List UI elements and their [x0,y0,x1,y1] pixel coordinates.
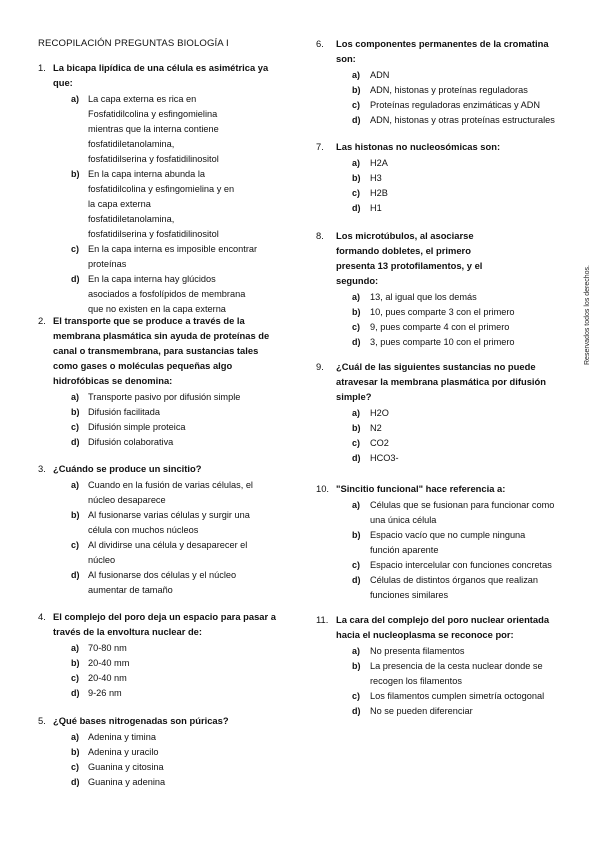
question-text: ¿Cuál de las siguientes sustancias no puede atravesar la membrana plasmática por difusión simple? [336,361,546,402]
question-text: Los componentes permanentes de la cromatina son: [336,38,549,64]
option-letter: b) [352,661,361,671]
question-text: La cara del complejo del poro nuclear orientada hacia el nucleoplasma se reconoce por: [336,614,550,640]
option-letter: c) [352,438,361,448]
option-a [316,644,578,659]
option-text: Al fusionarse dos células y el núcleo aumentar de tamaño [88,570,237,595]
option-letter: d) [71,777,80,787]
option-a [38,641,288,656]
option-a [316,498,578,528]
option-text: Transporte pasivo por difusión simple [88,392,241,402]
option-b [38,405,288,420]
option-letter: a) [71,392,80,402]
question-9 [316,359,578,466]
option-c [38,760,288,775]
option-d [38,775,288,790]
option-b [316,659,578,689]
option-a [38,390,288,405]
option-text: 3, pues comparte 10 con el primero [370,337,515,347]
option-text: Guanina y adenina [88,777,166,787]
option-text: Células de distintos órganos que realizan funciones similares [370,575,539,600]
question-text: El complejo del poro deja un espacio para pasar a través de la envoltura nuclear de: [53,611,276,637]
question-text: Los microtúbulos, al asociarse formando dobletes, el primero presenta 13 protofilamentos, y el segundo: [336,230,483,286]
option-c [316,558,578,573]
question-header [38,713,288,728]
option-letter: d) [352,453,361,463]
question-10 [316,481,578,603]
rights-reserved-note: Reservados todos los derechos. [584,265,591,365]
question-text: ¿Qué bases nitrogenadas son púricas? [53,715,229,726]
option-text: No se pueden diferenciar [370,706,473,716]
option-letter: c) [352,691,361,701]
option-text: Células que se fusionan para funcionar como una única célula [370,500,555,525]
page-title: RECOPILACIÓN PREGUNTAS BIOLOGÍA I [38,38,229,49]
options-list [38,730,288,790]
option-letter: a) [352,408,361,418]
option-letter: c) [71,762,80,772]
option-c [316,98,578,113]
option-d [316,704,578,719]
question-11 [316,612,578,719]
option-a [38,478,288,508]
options-list [316,68,578,128]
option-letter: d) [352,575,361,585]
question-text: La bicapa lipídica de una célula es asimétrica ya que: [53,62,269,88]
options-list [316,156,578,216]
option-a [316,156,578,171]
option-b [316,528,578,558]
option-letter: b) [352,530,361,540]
option-b [38,508,288,538]
option-c [316,186,578,201]
option-letter: c) [352,100,361,110]
option-letter: c) [71,244,80,254]
option-letter: a) [352,70,361,80]
option-letter: b) [352,173,361,183]
question-header [316,359,578,404]
option-text: En la capa interna abunda la fosfatidilcolina y esfingomielina y en la capa externa fosfatidiletanolamina, fosfatidilserina y fosfatidilinositol [88,169,235,239]
option-letter: c) [71,422,80,432]
question-number: 3. [38,463,46,474]
options-list [38,478,288,598]
option-a [316,290,578,305]
option-text: La presencia de la cesta nuclear donde se recogen los filamentos [370,661,543,686]
option-text: H3 [370,173,382,183]
option-text: ADN [370,70,390,80]
option-letter: a) [352,646,361,656]
option-d [316,573,578,603]
option-text: Difusión facilitada [88,407,161,417]
option-b [38,745,288,760]
option-text: No presenta filamentos [370,646,465,656]
question-header [316,612,578,642]
options-list [316,406,578,466]
option-text: 10, pues comparte 3 con el primero [370,307,515,317]
question-text: El transporte que se produce a través de la membrana plasmática sin ayuda de proteínas de canal o transmembrana, para sustancias tales como gases o moléculas pequeñas algo hidrofóbicas se denomina: [53,315,270,386]
option-d [38,272,288,317]
option-text: Guanina y citosina [88,762,164,772]
option-text: Adenina y timina [88,732,156,742]
option-letter: b) [352,423,361,433]
option-letter: d) [352,706,361,716]
option-letter: d) [71,274,80,284]
question-header [316,36,578,66]
option-letter: d) [352,203,361,213]
question-number: 10. [316,483,330,494]
option-letter: a) [352,158,361,168]
question-7 [316,139,578,216]
option-c [38,242,288,272]
option-a [316,68,578,83]
question-number: 9. [316,361,324,372]
option-text: CO2 [370,438,389,448]
options-list [38,92,288,317]
option-d [38,686,288,701]
option-c [316,320,578,335]
question-number: 11. [316,614,329,625]
question-text: "Sincitio funcional" hace referencia a: [336,483,506,494]
option-text: HCO3- [370,453,399,463]
option-letter: d) [352,115,361,125]
option-b [316,83,578,98]
option-letter: b) [71,658,80,668]
option-text: 70-80 nm [88,643,127,653]
option-text: Cuando en la fusión de varias células, el núcleo desaparece [88,480,253,505]
options-list [316,498,578,603]
option-c [316,689,578,704]
option-b [316,305,578,320]
question-number: 8. [316,230,324,241]
option-text: N2 [370,423,382,433]
question-header [316,481,578,496]
option-letter: b) [71,169,80,179]
option-letter: d) [71,688,80,698]
option-c [38,671,288,686]
option-letter: c) [352,560,361,570]
question-header [38,609,288,639]
question-header [316,139,578,154]
option-text: 20-40 mm [88,658,130,668]
question-number: 5. [38,715,46,726]
option-text: H2O [370,408,389,418]
option-b [316,421,578,436]
option-text: La capa externa es rica en Fosfatidilcolina y esfingomielina mientras que la interna contiene fosfatidiletanolamina, fosfatidilserina y fosfatidilinositol [88,94,219,164]
option-c [38,538,288,568]
option-b [316,171,578,186]
option-letter: a) [71,732,80,742]
option-letter: a) [71,480,80,490]
question-2 [38,313,288,450]
option-d [38,435,288,450]
option-text: H1 [370,203,382,213]
option-text: Al dividirse una célula y desaparecer el núcleo [88,540,248,565]
option-letter: a) [71,94,80,104]
option-text: Adenina y uracilo [88,747,159,757]
option-text: En la capa interna hay glúcidos asociados a fosfolípidos de membrana que no existen en la capa externa [88,274,246,314]
option-letter: c) [71,540,80,550]
option-text: 9-26 nm [88,688,122,698]
option-letter: a) [71,643,80,653]
option-text: Difusión colaborativa [88,437,174,447]
option-text: Los filamentos cumplen simetría octogonal [370,691,545,701]
option-letter: b) [71,407,80,417]
option-text: 20-40 nm [88,673,127,683]
option-d [38,568,288,598]
options-list [316,644,578,719]
option-text: 13, al igual que los demás [370,292,477,302]
question-number: 6. [316,38,324,49]
option-letter: a) [352,500,361,510]
question-header [316,228,578,288]
option-a [38,730,288,745]
option-letter: d) [71,570,80,580]
options-list [38,641,288,701]
question-number: 7. [316,141,324,152]
option-b [38,167,288,242]
question-1 [38,60,288,317]
option-b [38,656,288,671]
option-letter: c) [352,322,361,332]
question-number: 4. [38,611,46,622]
option-letter: b) [352,307,361,317]
question-header [38,60,288,90]
option-letter: a) [352,292,361,302]
option-text: Al fusionarse varias células y surgir una célula con muchos núcleos [88,510,250,535]
option-text: ADN, histonas y proteínas reguladoras [370,85,528,95]
option-text: ADN, histonas y otras proteínas estructurales [370,115,555,125]
option-d [316,451,578,466]
question-text: ¿Cuándo se produce un sincitio? [53,463,202,474]
option-text: Espacio vacío que no cumple ninguna función aparente [370,530,526,555]
option-d [316,113,578,128]
option-letter: b) [71,510,80,520]
question-3 [38,461,288,598]
option-text: Difusión simple proteica [88,422,186,432]
question-text: Las histonas no nucleosómicas son: [336,141,501,152]
question-6 [316,36,578,128]
option-letter: b) [71,747,80,757]
option-letter: d) [352,337,361,347]
question-header [38,313,288,388]
option-text: Espacio intercelular con funciones concretas [370,560,552,570]
question-header [38,461,288,476]
option-letter: b) [352,85,361,95]
option-a [38,92,288,167]
option-letter: c) [71,673,80,683]
option-text: En la capa interna es imposible encontrar proteínas [88,244,258,269]
option-text: Proteínas reguladoras enzimáticas y ADN [370,100,541,110]
question-8 [316,228,578,350]
option-d [316,201,578,216]
question-5 [38,713,288,790]
option-d [316,335,578,350]
option-text: H2B [370,188,388,198]
option-text: H2A [370,158,388,168]
option-c [38,420,288,435]
question-4 [38,609,288,701]
option-letter: d) [71,437,80,447]
option-a [316,406,578,421]
question-number: 2. [38,315,46,326]
options-list [38,390,288,450]
question-number: 1. [38,62,46,73]
option-letter: c) [352,188,361,198]
option-text: 9, pues comparte 4 con el primero [370,322,510,332]
option-c [316,436,578,451]
options-list [316,290,578,350]
